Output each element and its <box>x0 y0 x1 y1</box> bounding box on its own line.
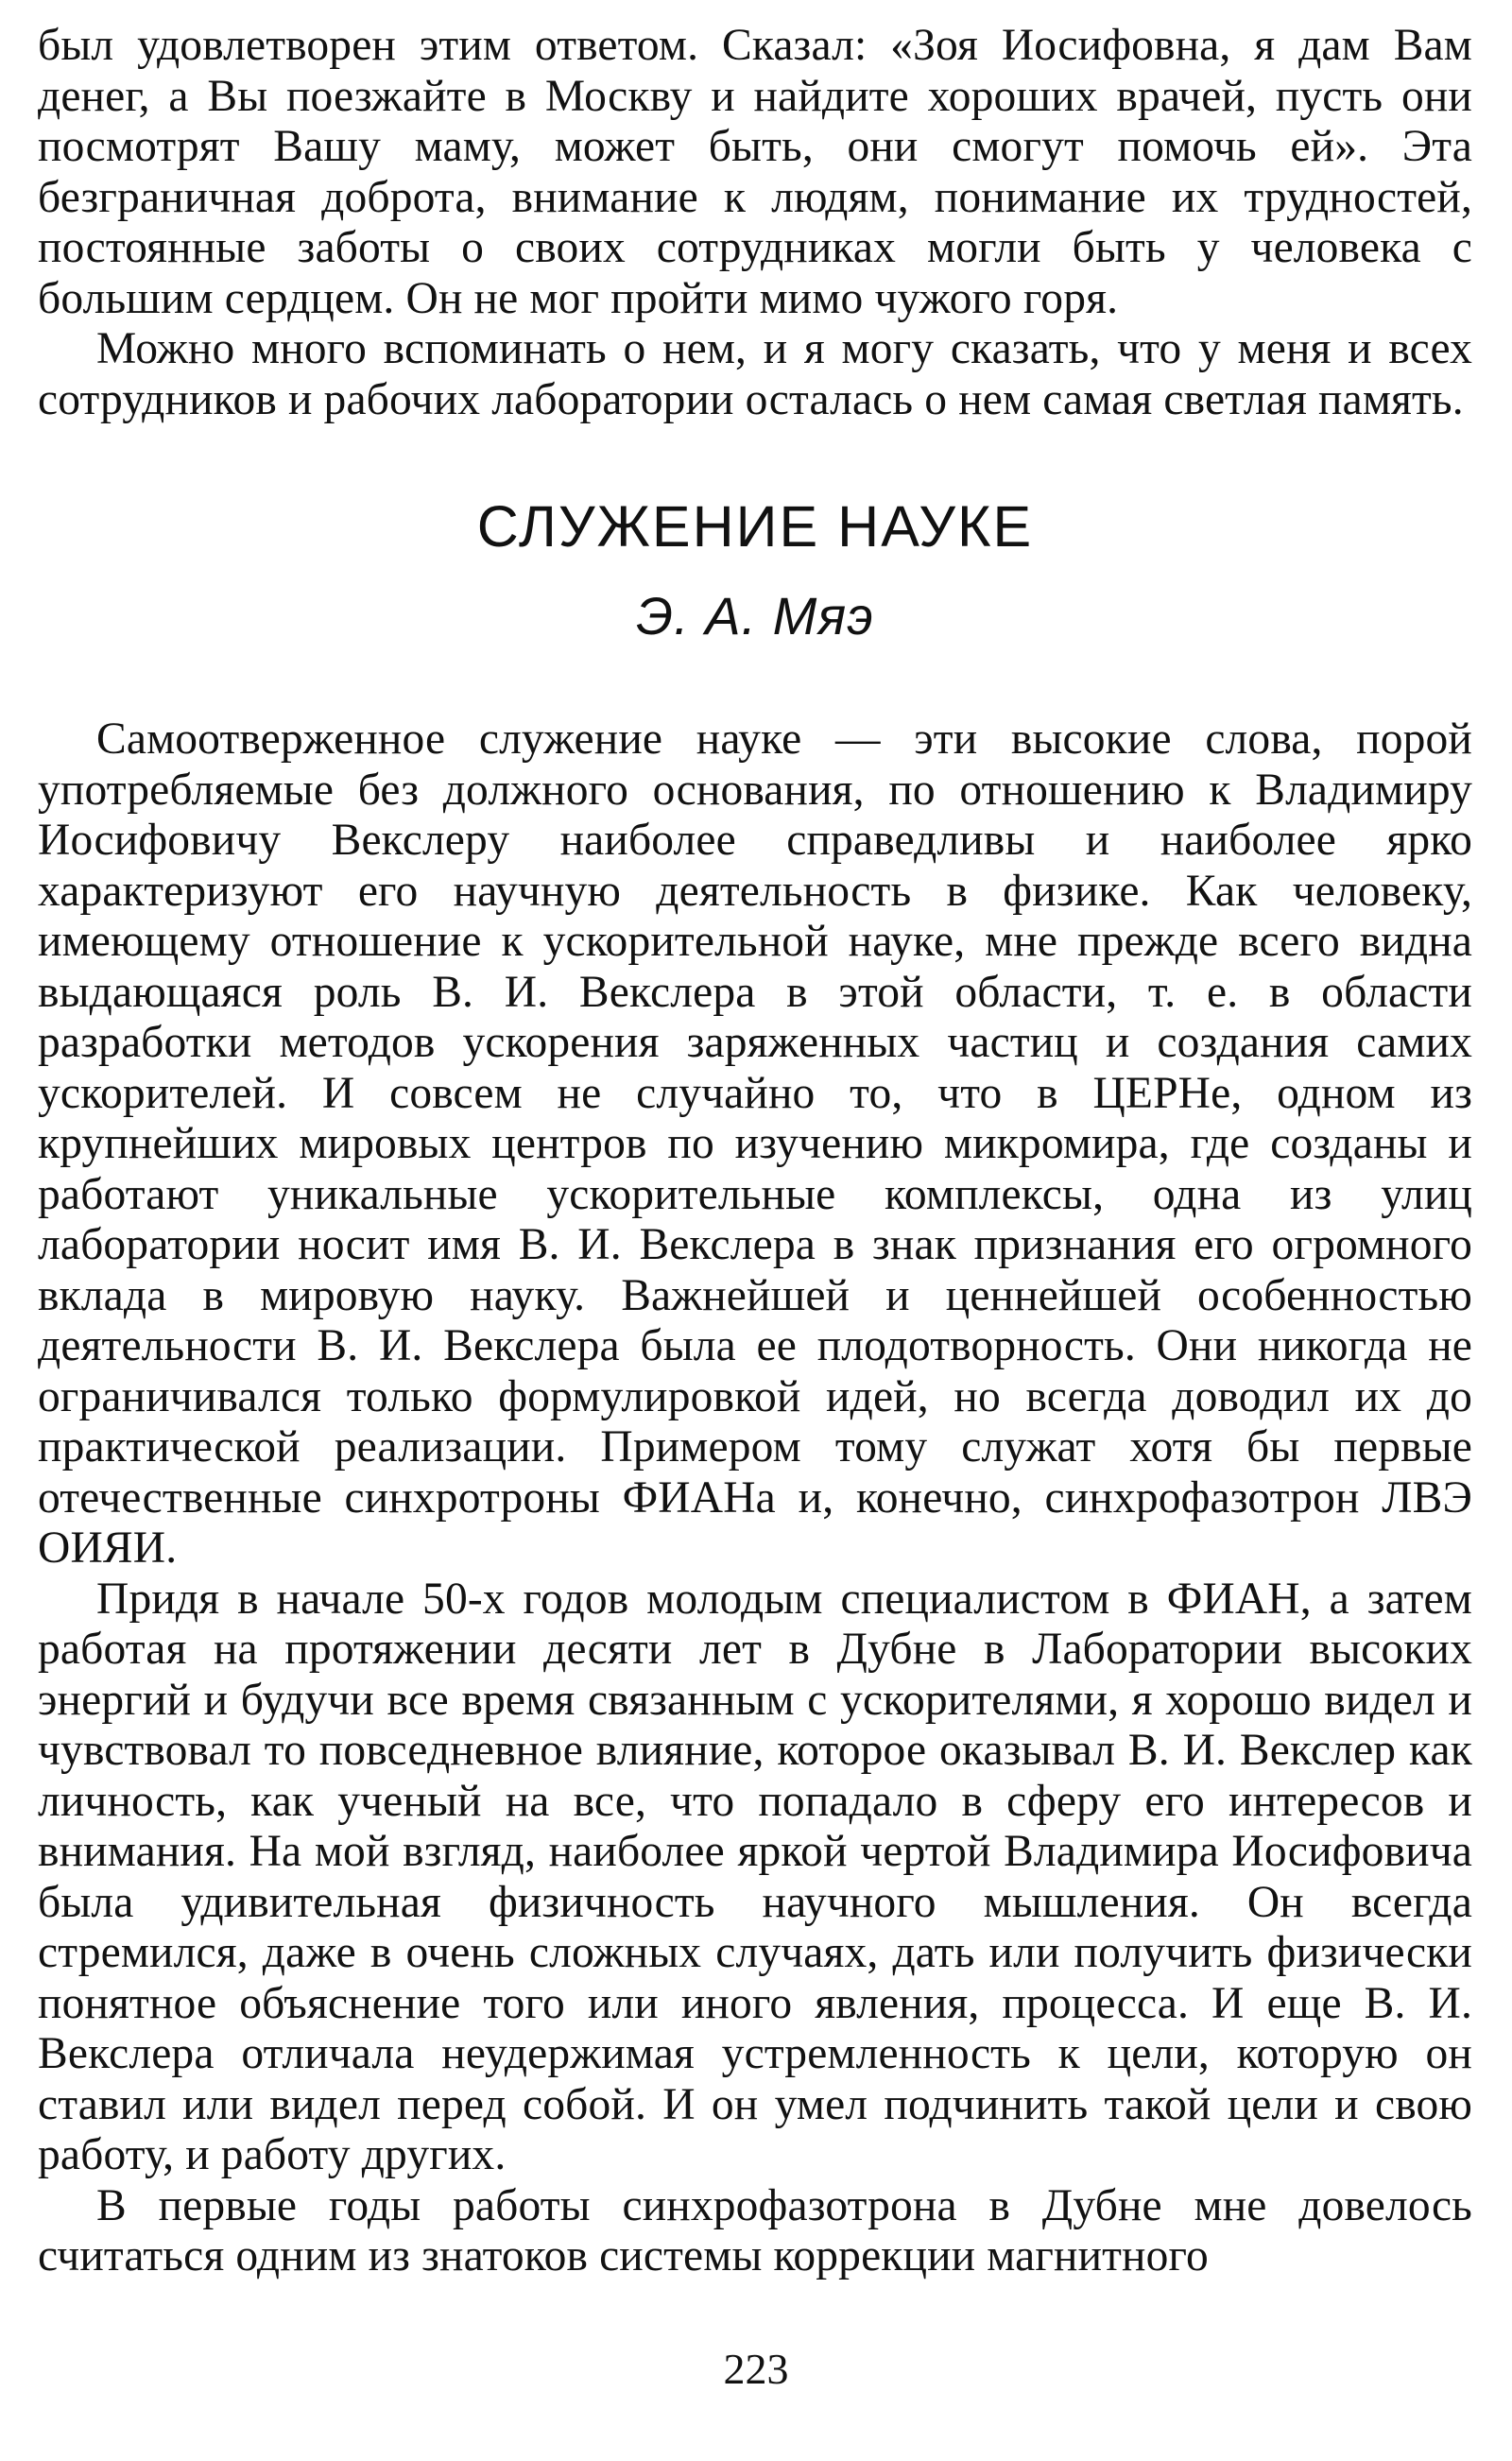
article-body <box>38 714 1472 2282</box>
book-page <box>38 21 1472 2282</box>
article-paragraph-3: В первые годы работы синхрофазотрона в Дубне мне довелось считаться одним из знатоков системы коррекции магнитного <box>38 2180 1472 2280</box>
article-paragraph-1: Самоотверженное служение науке — эти высокие слова, порой употребляемые без должного основания, по отношению к Владимиру Иосифовичу Векслеру наиболее справедливы и наиболее ярко характеризуют его научную деятельность в физике. Как человеку, имеющему отношение к ускорительной науке, мне прежде всего видна выдающаяся роль В. И. Векслера в этой области, т. е. в области разработки методов ускорения заряженных частиц и создания самих ускорителей. И совсем не случайно то, что в ЦЕРНе, одном из крупнейших мировых центров по изучению микромира, где созданы и работают уникальные ускорительные комплексы, одна из улиц лаборатории носит имя В. И. Векслера в знак признания его огромного вклада в мировую науку. Важнейшей и ценнейшей особенностью деятельности В. И. Векслера была ее плодотворность. Они никогда не ограничивался только формулировкой идей, но всегда доводил их до практической реализации. Примером тому служат хотя бы первые отечественные синхротроны ФИАНа и, конечно, синхрофазотрон ЛВЭ ОИЯИ. <box>38 714 1472 1573</box>
article-author: Э. А. Мяэ <box>636 586 874 645</box>
continued-paragraph-1: был удовлетворен этим ответом. Сказал: «Зоя Иосифовна, я дам Вам денег, а Вы поезжайте в Москву и найдите хороших врачей, пусть они посмотрят Вашу маму, может быть, они смогут помочь ей». Эта безграничная доброта, внимание к людям, понимание их трудностей, постоянные заботы о своих сотрудниках могли быть у человека с большим сердцем. Он не мог пройти мимо чужого горя. <box>38 21 1472 323</box>
article-title: СЛУЖЕНИЕ НАУКЕ <box>476 494 1034 559</box>
continued-paragraph-2: Можно много вспоминать о нем, и я могу сказать, что у меня и всех сотрудников и рабочих лаборатории осталась о нем самая светлая память. <box>38 324 1472 424</box>
page-number: 223 <box>723 2345 789 2393</box>
article-paragraph-2: Придя в начале 50-х годов молодым специалистом в ФИАН, а затем работая на протяжении десяти лет в Дубне в Лаборатории высоких энергий и будучи все время связанным с ускорителями, я хорошо видел и чувствовал то повседневное влияние, которое оказывал В. И. Векслер как личность, как ученый на все, что попадало в сферу его интересов и внимания. На мой взгляд, наиболее яркой чертой Владимира Иосифовича была удивительная физичность научного мышления. Он всегда стремился, даже в очень сложных случаях, дать или получить физически понятное объяснение того или иного явления, процесса. И еще В. И. Векслера отличала неудержимая устремленность к цели, которую он ставил или видел перед собой. И он умел подчинить такой цели и свою работу, и работу других. <box>38 1574 1472 2179</box>
article-heading <box>38 493 1472 646</box>
